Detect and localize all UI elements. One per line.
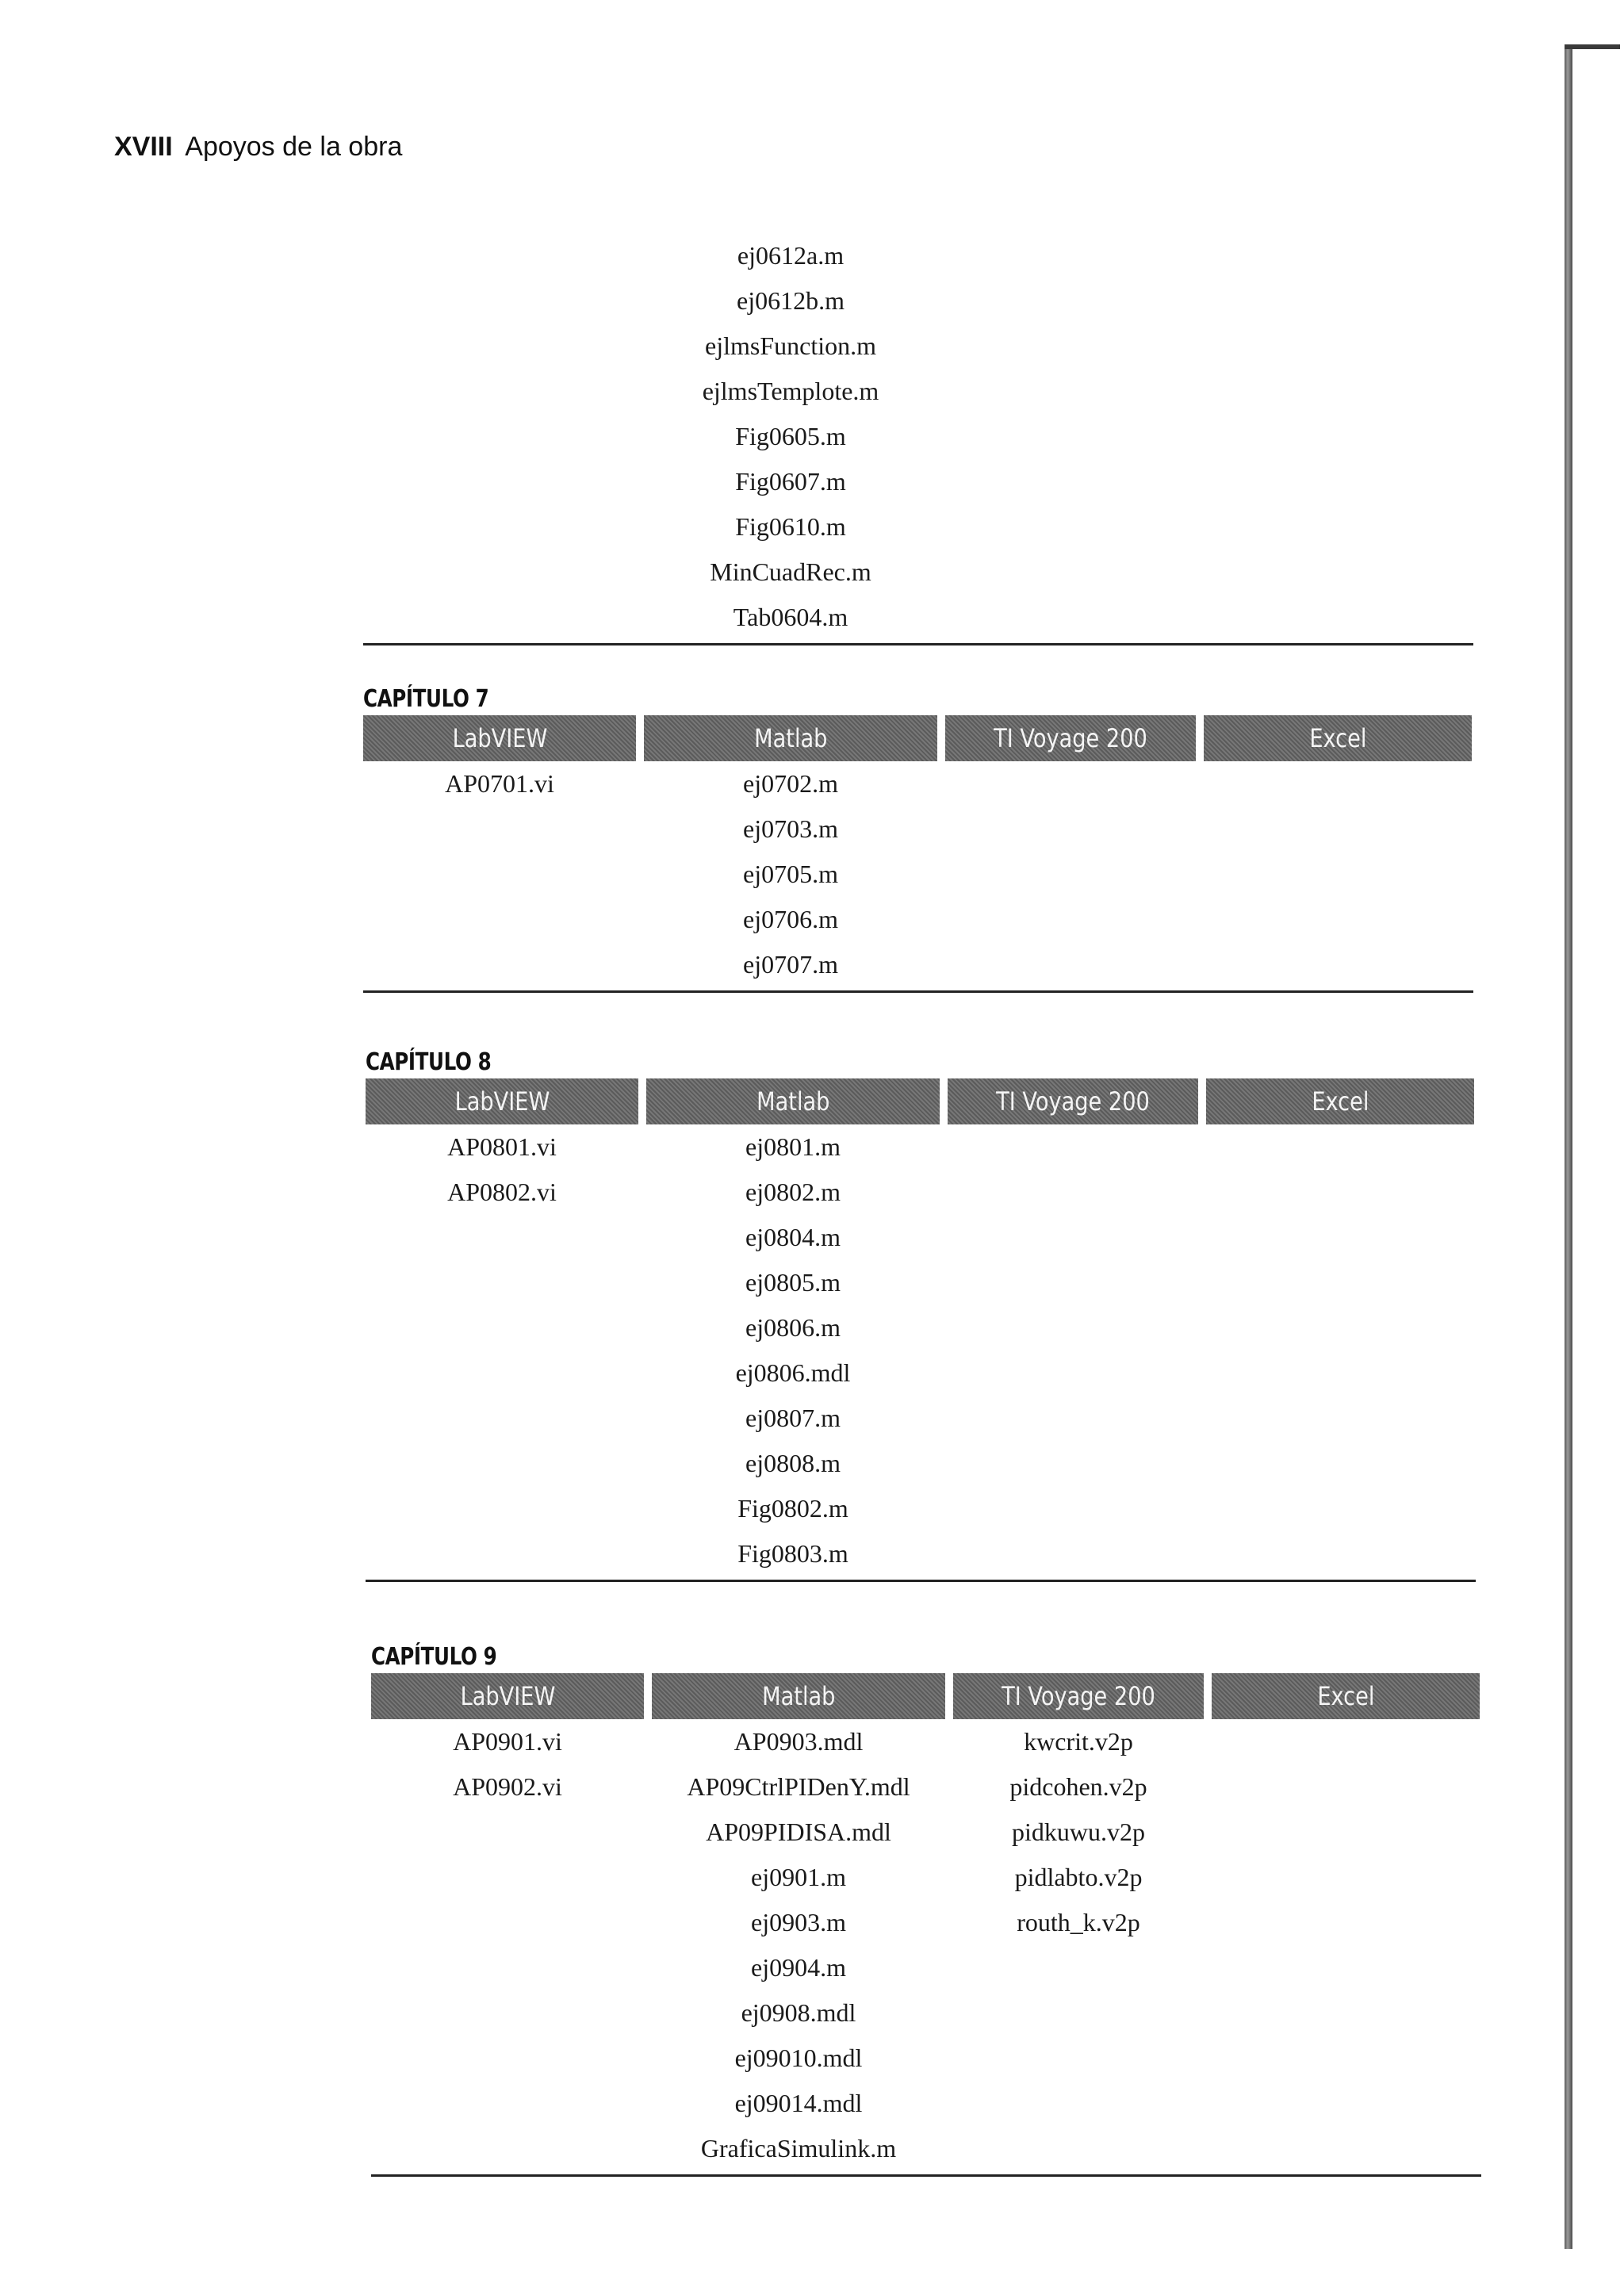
table-row xyxy=(363,233,1473,278)
table-row xyxy=(371,1719,1481,1764)
table-cell: ej0903.m xyxy=(751,1908,846,1936)
column-header-label: TI Voyage 200 xyxy=(994,723,1147,753)
table-row xyxy=(366,1124,1476,1170)
table-cell: ej0806.mdl xyxy=(735,1358,851,1387)
table-cell: ej0801.m xyxy=(745,1132,841,1161)
table-cell: ej0612b.m xyxy=(737,286,845,315)
table-cell: AP0701.vi xyxy=(445,769,554,798)
table-cell: ej0703.m xyxy=(743,814,838,843)
table-row xyxy=(366,1170,1476,1215)
table-cell: AP0902.vi xyxy=(453,1772,562,1801)
table-cell: ej0706.m xyxy=(743,905,838,933)
table-row xyxy=(363,324,1473,369)
table-cell: ej0808.m xyxy=(745,1449,841,1477)
chapter-title: CAPÍTULO 9 xyxy=(371,1643,497,1671)
table-bottom-rule xyxy=(363,643,1473,645)
table-cell: AP0801.vi xyxy=(447,1132,557,1161)
page-binding-edge-top xyxy=(1565,44,1620,49)
column-header-label: LabVIEW xyxy=(454,1086,550,1117)
table-chapter-6-continuation xyxy=(363,233,1473,645)
table-cell: AP09PIDISA.mdl xyxy=(706,1818,891,1846)
running-head xyxy=(114,132,402,163)
column-header-label: LabVIEW xyxy=(460,1681,555,1711)
column-header xyxy=(1212,1673,1480,1719)
table-header xyxy=(363,715,1473,761)
column-header-label: TI Voyage 200 xyxy=(996,1086,1150,1117)
table-row xyxy=(366,1441,1476,1486)
column-header xyxy=(948,1078,1198,1124)
table-cell: routh_k.v2p xyxy=(1017,1908,1140,1936)
table-cell: AP0802.vi xyxy=(447,1178,557,1206)
table-row xyxy=(371,1990,1481,2036)
column-header xyxy=(652,1673,945,1719)
column-header-label: TI Voyage 200 xyxy=(1002,1681,1155,1711)
table-cell: pidcohen.v2p xyxy=(1009,1772,1147,1801)
table-cell: AP0901.vi xyxy=(453,1727,562,1756)
table-row xyxy=(371,1900,1481,1945)
table-cell: Fig0803.m xyxy=(737,1539,848,1568)
table-row xyxy=(363,414,1473,459)
table-row xyxy=(371,1945,1481,1990)
table-row xyxy=(366,1215,1476,1260)
column-header-label: Matlab xyxy=(753,723,828,753)
column-header xyxy=(945,715,1196,761)
table-cell: Tab0604.m xyxy=(733,603,848,631)
table-row xyxy=(363,761,1473,806)
table-cell: ejlmsTemplote.m xyxy=(702,377,879,405)
column-header-label: Matlab xyxy=(761,1681,836,1711)
table-bottom-rule xyxy=(366,1580,1476,1582)
column-header xyxy=(646,1078,940,1124)
table-cell: ej0802.m xyxy=(745,1178,841,1206)
table-row xyxy=(363,595,1473,640)
table-cell: MinCuadRec.m xyxy=(710,557,871,586)
table-cell: Fig0610.m xyxy=(735,512,846,541)
table-row xyxy=(371,2081,1481,2126)
column-header xyxy=(953,1673,1204,1719)
table-row xyxy=(366,1531,1476,1576)
table-cell: AP0903.mdl xyxy=(733,1727,864,1756)
table-cell: ej0806.m xyxy=(745,1313,841,1342)
table-row xyxy=(363,852,1473,897)
table-cell: pidkuwu.v2p xyxy=(1012,1818,1145,1846)
table-cell: ej0904.m xyxy=(751,1953,846,1982)
column-header xyxy=(371,1673,644,1719)
table-row xyxy=(366,1396,1476,1441)
table-body xyxy=(371,1719,1481,2171)
chapter-8-table xyxy=(366,1047,1476,1582)
table-cell: ejlmsFunction.m xyxy=(705,331,876,360)
table-row xyxy=(363,459,1473,504)
table-cell: ej0705.m xyxy=(743,860,838,888)
table-cell: ej0707.m xyxy=(743,950,838,979)
table-cell: ej09014.mdl xyxy=(734,2089,863,2117)
running-head-title: Apoyos de la obra xyxy=(185,132,403,162)
table-row xyxy=(366,1305,1476,1350)
table-row xyxy=(371,1855,1481,1900)
column-header xyxy=(644,715,937,761)
table-row xyxy=(363,278,1473,324)
page-binding-edge xyxy=(1565,44,1572,2249)
table-cell: Fig0607.m xyxy=(735,467,846,496)
chapter-title: CAPÍTULO 7 xyxy=(363,685,489,713)
table-body xyxy=(363,233,1473,640)
table-cell: ej0612a.m xyxy=(737,241,845,270)
table-row xyxy=(366,1486,1476,1531)
column-header-label: Excel xyxy=(1311,1086,1369,1117)
table-cell: Fig0605.m xyxy=(735,422,846,450)
chapter-title: CAPÍTULO 8 xyxy=(366,1048,492,1076)
column-header xyxy=(363,715,636,761)
table-cell: Fig0802.m xyxy=(737,1494,848,1523)
table-row xyxy=(363,504,1473,550)
table-cell: ej0805.m xyxy=(745,1268,841,1297)
column-header xyxy=(1206,1078,1474,1124)
chapter-7-table xyxy=(363,684,1473,993)
table-row xyxy=(366,1260,1476,1305)
table-cell: ej09010.mdl xyxy=(734,2044,863,2072)
table-body xyxy=(366,1124,1476,1576)
table-row xyxy=(363,897,1473,942)
table-row xyxy=(371,2036,1481,2081)
column-header-label: Excel xyxy=(1316,1681,1375,1711)
table-cell: ej0901.m xyxy=(751,1863,846,1891)
table-cell: ej0804.m xyxy=(745,1223,841,1251)
table-cell: ej0702.m xyxy=(743,769,838,798)
column-header-label: Excel xyxy=(1308,723,1367,753)
chapter-9-table xyxy=(371,1641,1481,2177)
table-bottom-rule xyxy=(363,990,1473,993)
table-header xyxy=(371,1673,1481,1719)
table-row xyxy=(371,1810,1481,1855)
column-header xyxy=(366,1078,638,1124)
table-row xyxy=(363,942,1473,987)
table-cell: ej0807.m xyxy=(745,1404,841,1432)
column-header-label: LabVIEW xyxy=(452,723,547,753)
table-row xyxy=(363,550,1473,595)
table-row xyxy=(363,369,1473,414)
page-number: XVIII xyxy=(114,132,173,162)
table-cell: pidlabto.v2p xyxy=(1014,1863,1143,1891)
table-row xyxy=(371,2126,1481,2171)
table-body xyxy=(363,761,1473,987)
table-cell: ej0908.mdl xyxy=(741,1998,856,2027)
column-header xyxy=(1204,715,1472,761)
table-cell: GraficaSimulink.m xyxy=(700,2134,897,2162)
table-cell: kwcrit.v2p xyxy=(1024,1727,1133,1756)
table-row xyxy=(366,1350,1476,1396)
table-row xyxy=(363,806,1473,852)
table-header xyxy=(366,1078,1476,1124)
table-row xyxy=(371,1764,1481,1810)
table-cell: AP09CtrlPIDenY.mdl xyxy=(687,1772,910,1801)
column-header-label: Matlab xyxy=(756,1086,830,1117)
table-bottom-rule xyxy=(371,2174,1481,2177)
